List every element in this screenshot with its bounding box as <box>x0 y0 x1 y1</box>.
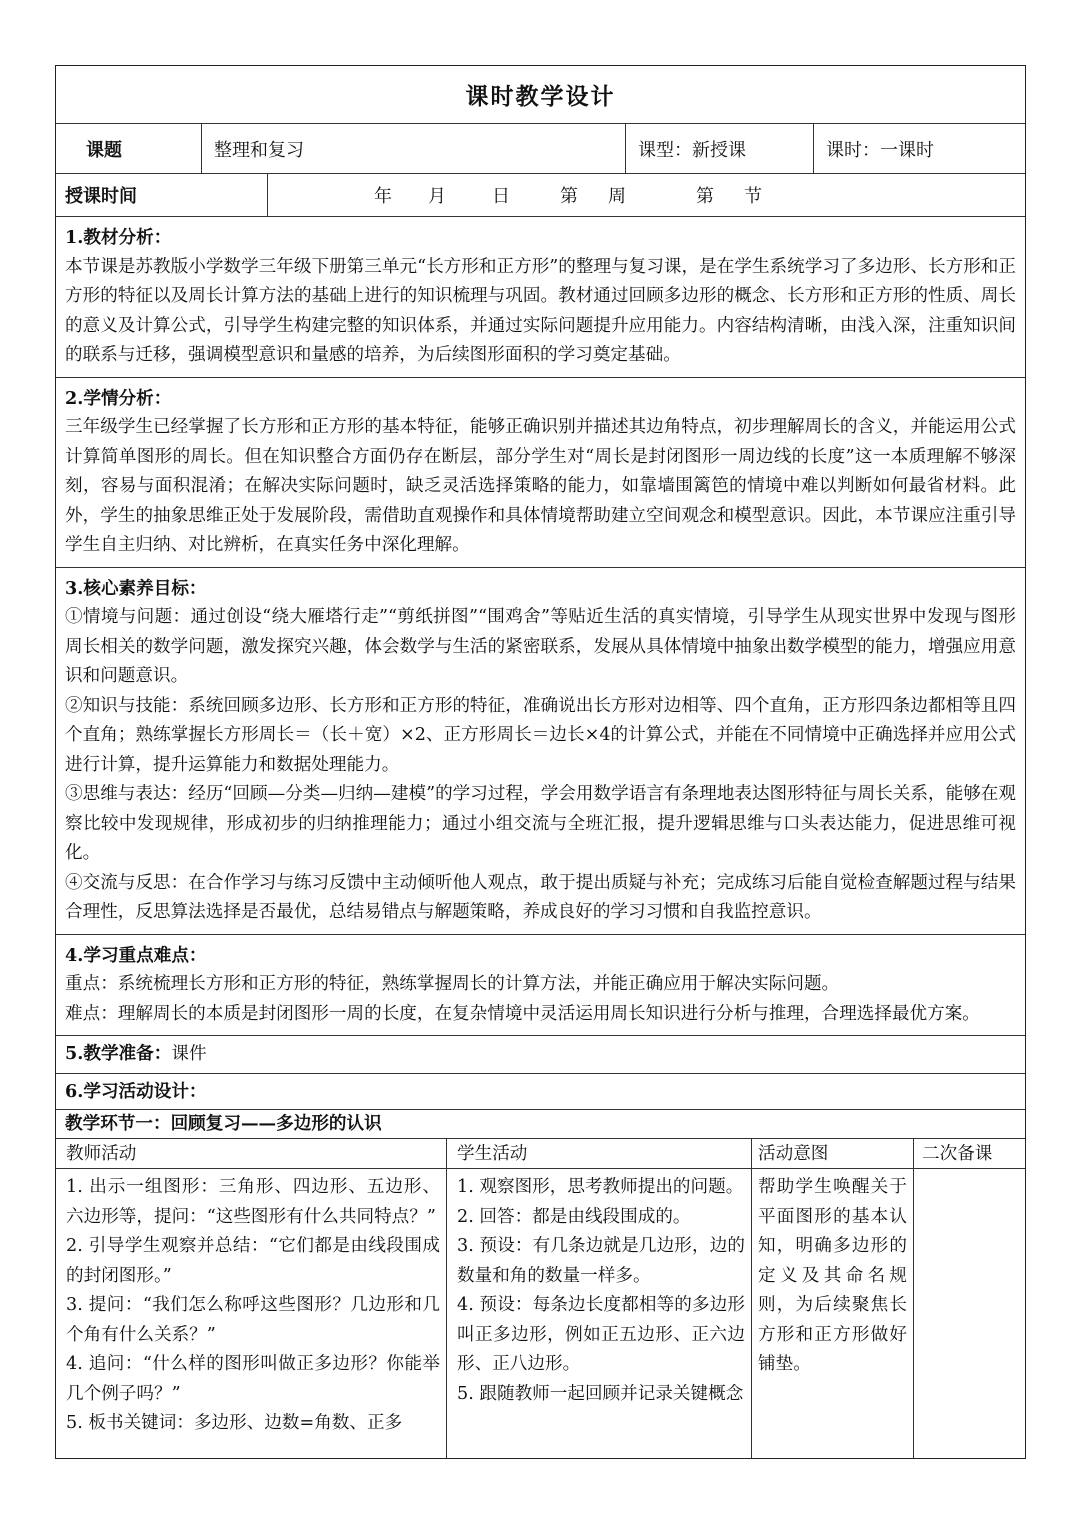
intent-text: 帮助学生唤醒关于平面图形的基本认知，明确多边形的定义及其命名规则，为后续聚焦长方形和正方形做好铺垫。 <box>758 1177 907 1374</box>
section-activity-design <box>56 1074 1025 1111</box>
section-key-points <box>56 935 1025 1037</box>
time-section-prefix: 第 <box>696 186 714 207</box>
second-prep-cell <box>914 1169 1025 1458</box>
col-second-prep: 二次备课 <box>922 1144 993 1164</box>
student-activity-cell <box>447 1169 752 1458</box>
time-year: 年 <box>374 186 392 207</box>
col-intent: 活动意图 <box>752 1139 914 1168</box>
activity-table-body <box>56 1169 1025 1458</box>
section-heading: 5.教学准备： <box>65 1043 172 1064</box>
col-student: 学生活动 <box>447 1139 752 1168</box>
student-step: 3. 预设：有几条边就是几边形，边的数量和角的数量一样多。 <box>457 1236 745 1286</box>
section-text: 本节课是苏教版小学数学三年级下册第三单元“长方形和正方形”的整理与复习课，是在学生系统学习了多边形、长方形和正方形的特征以及周长计算方法的基础上进行的知识梳理与巩固。教材通过回顾多边形的概念、长方形和正方形的性质、周长的意义及计算公式，引导学生构建完整的知识体系，并通过实际问题提升应用能力。内容结构清晰，由浅入深，注重知识间的联系与迁移，强调模型意识和量感的培养，为后续图形面积的学习奠定基础。 <box>65 256 1016 365</box>
teacher-step: 1. 出示一组图形：三角形、四边形、五边形、六边形等，提问：“这些图形有什么共同特点？” <box>66 1177 440 1227</box>
time-month: 月 <box>428 186 446 207</box>
topic-label: 课题 <box>56 124 202 173</box>
teacher-step: 3. 提问：“我们怎么称呼这些图形？几边形和几个角有什么关系？” <box>66 1295 440 1345</box>
stage-title: 教学环节一：回顾复习——多边形的认识 <box>65 1113 382 1134</box>
section-textbook-analysis <box>56 217 1025 378</box>
time-label: 授课时间 <box>56 174 268 216</box>
section-student-analysis <box>56 378 1025 568</box>
topic-row <box>56 124 1025 174</box>
time-week: 周 <box>608 186 626 207</box>
section-heading: 1.教材分析： <box>65 227 172 248</box>
goal-item: ②知识与技能：系统回顾多边形、长方形和正方形的特征，准确说出长方形对边相等、四个直角，正方形四条边都相等且四个直角；熟练掌握长方形周长＝（长＋宽）×2、正方形周长＝边长×4的计算公式，并能在不同情境中正确选择并应用公式进行计算，提升运算能力和数据处理能力。 <box>65 695 1016 775</box>
section-preparation <box>56 1036 1025 1074</box>
teacher-step: 5. 板书关键词：多边形、边数=角数、正多 <box>66 1413 403 1433</box>
intent-cell <box>752 1169 914 1458</box>
teacher-step: 4. 追问：“什么样的图形叫做正多边形？你能举几个例子吗？” <box>66 1354 440 1404</box>
key-point: 重点：系统梳理长方形和正方形的特征，熟练掌握周长的计算方法，并能正确应用于解决实际问题。 <box>65 974 840 994</box>
goal-item: ③思维与表达：经历“回顾—分类—归纳—建模”的学习过程，学会用数学语言有条理地表达图形特征与周长关系，能够在观察比较中发现规律，形成初步的归纳推理能力；通过小组交流与全班汇报，提升逻辑思维与口头表达能力，促进思维可视化。 <box>65 784 1016 863</box>
time-day: 日 <box>492 186 510 207</box>
time-row <box>56 174 1025 217</box>
stage-row <box>56 1110 1025 1139</box>
time-values <box>268 174 1025 216</box>
student-step: 5. 跟随教师一起回顾并记录关键概念 <box>457 1383 744 1404</box>
section-text: 三年级学生已经掌握了长方形和正方形的基本特征，能够正确识别并描述其边角特点，初步理解周长的含义，并能运用公式计算简单图形的周长。但在知识整合方面仍存在断层，部分学生对“周长是封闭图形一周边线的长度”这一本质理解不够深刻，容易与面积混淆；在解决实际问题时，缺乏灵活选择策略的能力，如靠墙围篱笆的情境中难以判断如何最省材料。此外，学生的抽象思维正处于发展阶段，需借助直观操作和具体情境帮助建立空间观念和模型意识。因此，本节课应注重引导学生自主归纳、对比辨析，在真实任务中深化理解。 <box>65 417 1016 555</box>
col-teacher: 教师活动 <box>56 1139 447 1168</box>
title-row <box>56 66 1025 124</box>
activity-table-header <box>56 1139 1025 1169</box>
section-heading: 3.核心素养目标： <box>65 577 207 599</box>
lesson-plan-table <box>55 65 1026 1459</box>
topic-value: 整理和复习 <box>202 124 626 173</box>
teacher-activity-cell <box>56 1169 447 1458</box>
student-step: 2. 回答：都是由线段围成的。 <box>457 1206 691 1227</box>
section-heading: 6.学习活动设计： <box>65 1080 207 1102</box>
time-week-prefix: 第 <box>560 186 578 207</box>
page-title: 课时教学设计 <box>465 83 616 110</box>
section-core-goals <box>56 568 1025 935</box>
lesson-type: 课型：新授课 <box>626 124 814 173</box>
section-heading: 2.学情分析： <box>65 387 172 409</box>
section-heading: 4.学习重点难点： <box>65 944 207 966</box>
goal-item: ④交流与反思：在合作学习与练习反馈中主动倾听他人观点，敢于提出质疑与补充；完成练习后能自觉检查解题过程与结果合理性，反思算法选择是否最优，总结易错点与解题策略，养成良好的学习习惯和自我监控意识。 <box>65 872 1016 922</box>
student-step: 1. 观察图形，思考教师提出的问题。 <box>457 1177 744 1197</box>
goal-item: ①情境与问题：通过创设“绕大雁塔行走”“剪纸拼图”“围鸡舍”等贴近生活的真实情境，引导学生从现实世界中发现与图形周长相关的数学问题，激发探究兴趣，体会数学与生活的紧密联系，发展从具体情境中抽象出数学模型的能力，增强应用意识和问题意识。 <box>65 607 1016 686</box>
time-section: 节 <box>744 186 762 207</box>
lesson-period: 课时：一课时 <box>826 139 934 161</box>
difficult-point: 难点：理解周长的本质是封闭图形一周的长度，在复杂情境中灵活运用周长知识进行分析与推理，合理选择最优方案。 <box>65 1003 980 1024</box>
preparation-value: 课件 <box>171 1044 207 1064</box>
teacher-step: 2. 引导学生观察并总结：“它们都是由线段围成的封闭图形。” <box>66 1236 440 1286</box>
student-step: 4. 预设：每条边长度都相等的多边形叫正多边形，例如正五边形、正六边形、正八边形。 <box>457 1295 745 1374</box>
